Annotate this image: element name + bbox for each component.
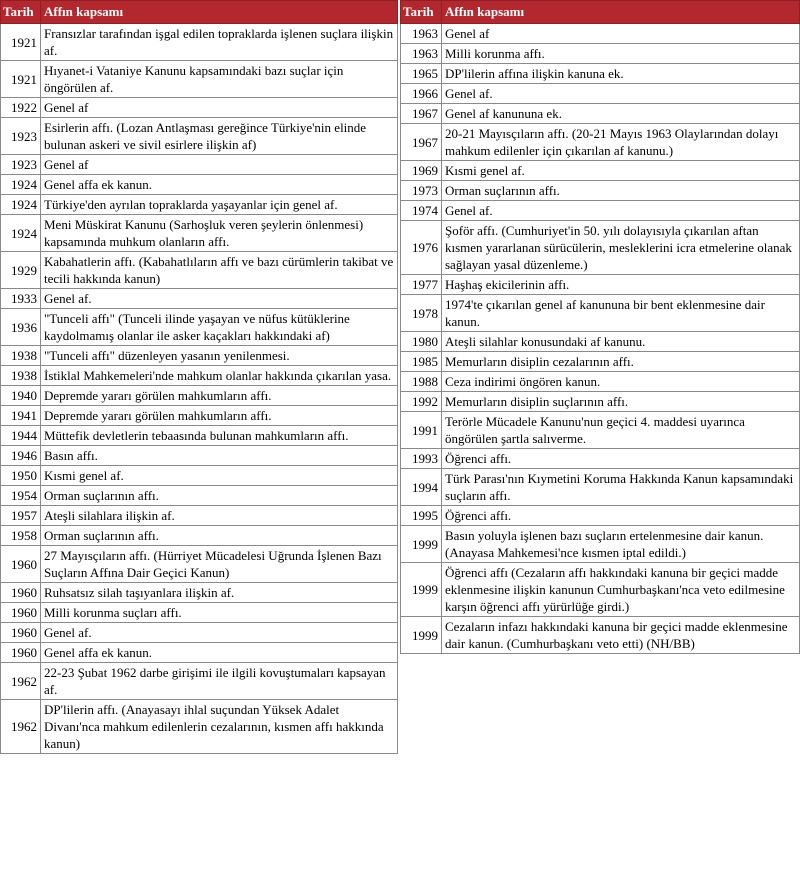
scope-cell: Depremde yararı görülen mahkumların affı. bbox=[41, 406, 398, 426]
scope-cell: Memurların disiplin cezalarının affı. bbox=[442, 352, 800, 372]
scope-cell: 27 Mayısçıların affı. (Hürriyet Mücadelesi Uğrunda İşlenen Bazı Suçların Affına Dair Geçici Kanun) bbox=[41, 546, 398, 583]
scope-cell: Orman suçlarının affı. bbox=[41, 526, 398, 546]
table-row bbox=[1, 215, 398, 252]
scope-cell: Genel af. bbox=[442, 201, 800, 221]
table-row bbox=[1, 603, 398, 623]
table-row bbox=[1, 466, 398, 486]
scope-cell: Ruhsatsız silah taşıyanlara ilişkin af. bbox=[41, 583, 398, 603]
table-row bbox=[401, 124, 800, 161]
year-cell: 1923 bbox=[1, 155, 41, 175]
table-row bbox=[1, 118, 398, 155]
year-cell: 1985 bbox=[401, 352, 442, 372]
table-row bbox=[1, 426, 398, 446]
table-row bbox=[401, 221, 800, 275]
scope-cell: Öğrenci affı. bbox=[442, 449, 800, 469]
year-cell: 1933 bbox=[1, 289, 41, 309]
table-row bbox=[401, 526, 800, 563]
scope-cell: Orman suçlarının affı. bbox=[41, 486, 398, 506]
year-cell: 1960 bbox=[1, 623, 41, 643]
table-row bbox=[1, 406, 398, 426]
scope-cell: Orman suçlarının affı. bbox=[442, 181, 800, 201]
scope-cell: 20-21 Mayısçıların affı. (20-21 Mayıs 1963 Olaylarından dolayı mahkum edilenler için çıkarılan af kanunu.) bbox=[442, 124, 800, 161]
year-cell: 1988 bbox=[401, 372, 442, 392]
table-row bbox=[1, 98, 398, 118]
year-cell: 1936 bbox=[1, 309, 41, 346]
table-row bbox=[401, 352, 800, 372]
scope-cell: Türk Parası'nın Kıymetini Koruma Hakkında Kanun kapsamındaki suçların affı. bbox=[442, 469, 800, 506]
table-row bbox=[1, 289, 398, 309]
scope-cell: DP'lilerin affı. (Anayasayı ihlal suçundan Yüksek Adalet Divanı'nca mahkum edilenlerin cezalarının, kısmen affı hakkında kanun) bbox=[41, 700, 398, 754]
year-cell: 1966 bbox=[401, 84, 442, 104]
table-row bbox=[401, 24, 800, 44]
scope-cell: Genel af. bbox=[442, 84, 800, 104]
year-cell: 1921 bbox=[1, 61, 41, 98]
table-row bbox=[401, 161, 800, 181]
table-row bbox=[1, 546, 398, 583]
table-row bbox=[1, 24, 398, 61]
scope-cell: Meni Müskirat Kanunu (Sarhoşluk veren şeylerin önlenmesi) kapsamında muhkum olanların affı. bbox=[41, 215, 398, 252]
year-cell: 1957 bbox=[1, 506, 41, 526]
table-row bbox=[401, 201, 800, 221]
year-cell: 1965 bbox=[401, 64, 442, 84]
table-row bbox=[401, 275, 800, 295]
scope-cell: Fransızlar tarafından işgal edilen topraklarda işlenen suçlara ilişkin af. bbox=[41, 24, 398, 61]
scope-cell: Genel af bbox=[41, 98, 398, 118]
scope-cell: Ateşli silahlara ilişkin af. bbox=[41, 506, 398, 526]
year-cell: 1923 bbox=[1, 118, 41, 155]
table-row bbox=[1, 309, 398, 346]
year-cell: 1969 bbox=[401, 161, 442, 181]
table-row bbox=[401, 84, 800, 104]
year-cell: 1967 bbox=[401, 104, 442, 124]
scope-cell: 22-23 Şubat 1962 darbe girişimi ile ilgili kovuştumaları kapsayan af. bbox=[41, 663, 398, 700]
scope-cell: Genel affa ek kanun. bbox=[41, 175, 398, 195]
scope-cell: Basın affı. bbox=[41, 446, 398, 466]
table-row bbox=[1, 386, 398, 406]
scope-cell: Genel affa ek kanun. bbox=[41, 643, 398, 663]
table-row bbox=[1, 346, 398, 366]
year-cell: 1999 bbox=[401, 563, 442, 617]
table-row bbox=[401, 104, 800, 124]
amnesty-table-left bbox=[0, 0, 398, 754]
year-cell: 1924 bbox=[1, 195, 41, 215]
scope-cell: Cezaların infazı hakkındaki kanuna bir geçici madde eklenmesine dair kanun. (Cumhurbaşkanı veto etti) (NH/BB) bbox=[442, 617, 800, 654]
year-cell: 1980 bbox=[401, 332, 442, 352]
table-row bbox=[1, 252, 398, 289]
header-row bbox=[401, 1, 800, 24]
table-row bbox=[1, 700, 398, 754]
right-column bbox=[400, 0, 800, 654]
scope-cell: Milli korunma affı. bbox=[442, 44, 800, 64]
table-row bbox=[1, 446, 398, 466]
table-row bbox=[401, 412, 800, 449]
left-rows bbox=[1, 24, 398, 754]
table-row bbox=[401, 332, 800, 352]
year-cell: 1999 bbox=[401, 526, 442, 563]
year-cell: 1921 bbox=[1, 24, 41, 61]
year-cell: 1938 bbox=[1, 346, 41, 366]
table-row bbox=[401, 617, 800, 654]
header-scope: Affın kapsamı bbox=[41, 1, 398, 24]
table-row bbox=[1, 175, 398, 195]
header-row bbox=[1, 1, 398, 24]
header-year: Tarih bbox=[1, 1, 41, 24]
year-cell: 1995 bbox=[401, 506, 442, 526]
table-row bbox=[1, 526, 398, 546]
year-cell: 1991 bbox=[401, 412, 442, 449]
table-row bbox=[401, 392, 800, 412]
scope-cell: Terörle Mücadele Kanunu'nun geçici 4. maddesi uyarınca öngörülen şartla salıverme. bbox=[442, 412, 800, 449]
scope-cell: Depremde yararı görülen mahkumların affı. bbox=[41, 386, 398, 406]
scope-cell: Genel af kanununa ek. bbox=[442, 104, 800, 124]
table-row bbox=[1, 623, 398, 643]
table-row bbox=[1, 366, 398, 386]
table-row bbox=[1, 583, 398, 603]
scope-cell: 1974'te çıkarılan genel af kanununa bir bent eklenmesine dair kanun. bbox=[442, 295, 800, 332]
scope-cell: Kısmi genel af. bbox=[442, 161, 800, 181]
table-row bbox=[401, 372, 800, 392]
year-cell: 1976 bbox=[401, 221, 442, 275]
scope-cell: Kısmi genel af. bbox=[41, 466, 398, 486]
scope-cell: Genel af bbox=[41, 155, 398, 175]
table-row bbox=[401, 44, 800, 64]
scope-cell: Hıyanet-i Vataniye Kanunu kapsamındaki bazı suçlar için öngörülen af. bbox=[41, 61, 398, 98]
year-cell: 1963 bbox=[401, 44, 442, 64]
year-cell: 1922 bbox=[1, 98, 41, 118]
table-row bbox=[1, 155, 398, 175]
year-cell: 1940 bbox=[1, 386, 41, 406]
scope-cell: Ceza indirimi öngören kanun. bbox=[442, 372, 800, 392]
scope-cell: Genel af. bbox=[41, 623, 398, 643]
year-cell: 1999 bbox=[401, 617, 442, 654]
year-cell: 1946 bbox=[1, 446, 41, 466]
year-cell: 1938 bbox=[1, 366, 41, 386]
year-cell: 1963 bbox=[401, 24, 442, 44]
year-cell: 1944 bbox=[1, 426, 41, 446]
year-cell: 1962 bbox=[1, 663, 41, 700]
year-cell: 1992 bbox=[401, 392, 442, 412]
scope-cell: Memurların disiplin suçlarının affı. bbox=[442, 392, 800, 412]
year-cell: 1941 bbox=[1, 406, 41, 426]
header-scope: Affın kapsamı bbox=[442, 1, 800, 24]
table-row bbox=[401, 295, 800, 332]
table-row bbox=[401, 506, 800, 526]
scope-cell: Şoför affı. (Cumhuriyet'in 50. yılı dolayısıyla çıkarılan aftan kısmen yararlanan sürücülerin, mesleklerini icra etmelerine olanak sağlayan yasal düzenleme.) bbox=[442, 221, 800, 275]
scope-cell: Öğrenci affı (Cezaların affı hakkındaki kanuna bir geçici madde eklenmesine ilişkin kanunun Cumhurbaşkanı'nca veto edilmesine karşın öğrenci affı yürürlüğe girdi.) bbox=[442, 563, 800, 617]
left-column bbox=[0, 0, 398, 754]
scope-cell: Genel af. bbox=[41, 289, 398, 309]
year-cell: 1967 bbox=[401, 124, 442, 161]
table-row bbox=[401, 449, 800, 469]
header-year: Tarih bbox=[401, 1, 442, 24]
scope-cell: Milli korunma suçları affı. bbox=[41, 603, 398, 623]
table-row bbox=[1, 486, 398, 506]
year-cell: 1960 bbox=[1, 546, 41, 583]
year-cell: 1962 bbox=[1, 700, 41, 754]
year-cell: 1978 bbox=[401, 295, 442, 332]
year-cell: 1954 bbox=[1, 486, 41, 506]
year-cell: 1993 bbox=[401, 449, 442, 469]
scope-cell: Kabahatlerin affı. (Kabahatlıların affı ve bazı cürümlerin takibat ve tecili hakkında kanun) bbox=[41, 252, 398, 289]
right-rows bbox=[401, 24, 800, 654]
table-row bbox=[401, 64, 800, 84]
scope-cell: Genel af bbox=[442, 24, 800, 44]
year-cell: 1960 bbox=[1, 643, 41, 663]
year-cell: 1929 bbox=[1, 252, 41, 289]
year-cell: 1994 bbox=[401, 469, 442, 506]
amnesty-table-right bbox=[400, 0, 800, 654]
table-row bbox=[1, 643, 398, 663]
scope-cell: "Tunceli affı" (Tunceli ilinde yaşayan ve nüfus kütüklerine kaydolmamış olanlar ile asker kaçakları hakkındaki af) bbox=[41, 309, 398, 346]
scope-cell: Öğrenci affı. bbox=[442, 506, 800, 526]
scope-cell: Esirlerin affı. (Lozan Antlaşması gereğince Türkiye'nin elinde bulunan askeri ve sivil esirlere ilişkin af) bbox=[41, 118, 398, 155]
scope-cell: DP'lilerin affına ilişkin kanuna ek. bbox=[442, 64, 800, 84]
scope-cell: Türkiye'den ayrılan topraklarda yaşayanlar için genel af. bbox=[41, 195, 398, 215]
table-row bbox=[401, 563, 800, 617]
year-cell: 1960 bbox=[1, 603, 41, 623]
year-cell: 1977 bbox=[401, 275, 442, 295]
year-cell: 1960 bbox=[1, 583, 41, 603]
year-cell: 1974 bbox=[401, 201, 442, 221]
year-cell: 1924 bbox=[1, 215, 41, 252]
year-cell: 1973 bbox=[401, 181, 442, 201]
table-row bbox=[1, 506, 398, 526]
table-row bbox=[1, 61, 398, 98]
scope-cell: Ateşli silahlar konusundaki af kanunu. bbox=[442, 332, 800, 352]
year-cell: 1924 bbox=[1, 175, 41, 195]
scope-cell: "Tunceli affı" düzenleyen yasanın yenilenmesi. bbox=[41, 346, 398, 366]
year-cell: 1950 bbox=[1, 466, 41, 486]
scope-cell: Haşhaş ekicilerinin affı. bbox=[442, 275, 800, 295]
scope-cell: Basın yoluyla işlenen bazı suçların ertelenmesine dair kanun. (Anayasa Mahkemesi'nce kısmen iptal edildi.) bbox=[442, 526, 800, 563]
scope-cell: Müttefik devletlerin tebaasında bulunan mahkumların affı. bbox=[41, 426, 398, 446]
scope-cell: İstiklal Mahkemeleri'nde mahkum olanlar hakkında çıkarılan yasa. bbox=[41, 366, 398, 386]
year-cell: 1958 bbox=[1, 526, 41, 546]
table-row bbox=[1, 663, 398, 700]
table-row bbox=[1, 195, 398, 215]
table-row bbox=[401, 181, 800, 201]
table-row bbox=[401, 469, 800, 506]
